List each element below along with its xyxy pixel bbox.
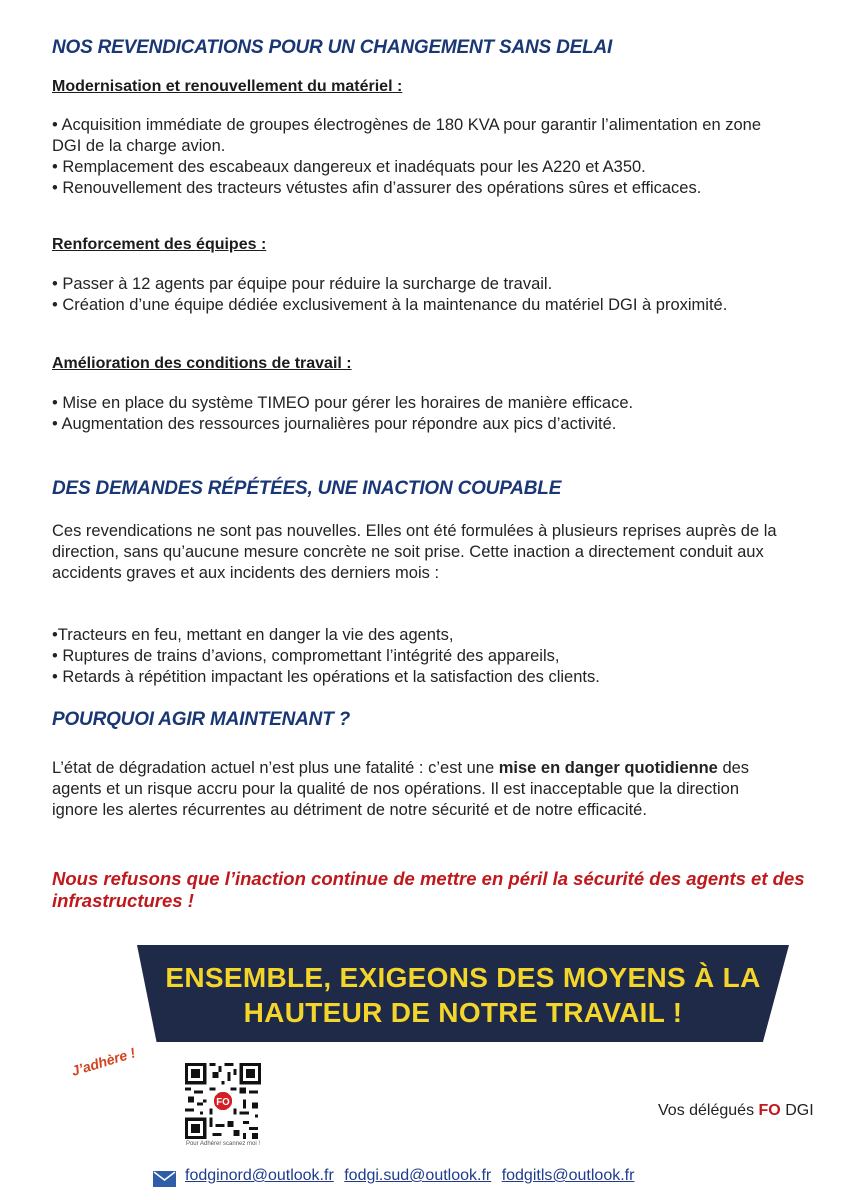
qr-caption: Pour Adhérer scannez moi ! <box>185 1141 261 1147</box>
paragraph-line: ignore les alertes récurrentes au détriment de notre sécurité et de notre efficacité. <box>52 801 647 819</box>
list-item: • Augmentation des ressources journalières pour répondre aux pics d’activité. <box>52 415 617 433</box>
pourquoi-title: POURQUOI AGIR MAINTENANT ? <box>52 709 351 730</box>
materiel-list <box>52 115 761 199</box>
envelope-icon <box>153 1171 176 1187</box>
banner-text <box>137 960 789 1030</box>
refus-callout <box>52 868 805 912</box>
email-link-tls[interactable]: fodgitls@outlook.fr <box>501 1167 635 1184</box>
demandes-paragraph <box>52 521 777 584</box>
list-item: • Passer à 12 agents par équipe pour réduire la surcharge de travail. <box>52 275 553 293</box>
qr-code[interactable] <box>185 1063 261 1139</box>
list-item: • Remplacement des escabeaux dangereux et inadéquats pour les A220 et A350. <box>52 158 646 176</box>
incidents-list <box>52 625 600 688</box>
email-link-sud[interactable]: fodgi.sud@outlook.fr <box>344 1167 492 1184</box>
fo-label: FO <box>758 1102 781 1119</box>
list-item: •Tracteurs en feu, mettant en danger la vie des agents, <box>52 626 454 644</box>
text-segment: des <box>717 759 750 777</box>
paragraph-line: Ces revendications ne sont pas nouvelles. Elles ont été formulées à plusieurs reprises auprès de la <box>52 522 777 540</box>
list-item: • Ruptures de trains d’avions, compromettant l’intégrité des appareils, <box>52 647 560 665</box>
demandes-title: DES DEMANDES RÉPÉTÉES, UNE INACTION COUPABLE <box>52 478 562 499</box>
banner-line: HAUTEUR DE NOTRE TRAVAIL ! <box>243 997 683 1028</box>
emphasis-text: mise en danger quotidienne <box>498 759 718 777</box>
qr-badge: FO <box>216 1096 230 1108</box>
signature-prefix: Vos délégués <box>658 1102 759 1119</box>
equipes-heading: Renforcement des équipes : <box>52 236 267 253</box>
adhere-label: J’adhère ! <box>69 1044 138 1079</box>
list-item: • Acquisition immédiate de groupes électrogènes de 180 KVA pour garantir l’alimentation en zone <box>52 116 761 134</box>
list-item: • Renouvellement des tracteurs vétustes afin d’assurer des opérations sûres et efficaces. <box>52 179 702 197</box>
main-title: NOS REVENDICATIONS POUR UN CHANGEMENT SANS DELAI <box>52 37 613 58</box>
signature-suffix: DGI <box>780 1102 814 1119</box>
callout-line: Nous refusons que l’inaction continue de mettre en péril la sécurité des agents et des <box>52 868 805 889</box>
paragraph-line <box>52 758 749 779</box>
conditions-list <box>52 393 633 435</box>
conditions-heading: Amélioration des conditions de travail : <box>52 355 352 372</box>
banner-line: ENSEMBLE, EXIGEONS DES MOYENS À LA <box>165 962 761 993</box>
pourquoi-paragraph <box>52 758 749 821</box>
list-item: • Mise en place du système TIMEO pour gérer les horaires de manière efficace. <box>52 394 634 412</box>
paragraph-line: agents et un risque accru pour la qualité de nos opérations. Il est inacceptable que la direction <box>52 780 740 798</box>
paragraph-line: accidents graves et aux incidents des derniers mois : <box>52 564 440 582</box>
email-link-nord[interactable]: fodginord@outlook.fr <box>185 1167 334 1184</box>
callout-line: infrastructures ! <box>52 890 194 911</box>
list-item: • Création d’une équipe dédiée exclusivement à la maintenance du matériel DGI à proximité. <box>52 296 728 314</box>
text-segment: L’état de dégradation actuel n’est plus une fatalité : c’est une <box>52 759 499 777</box>
paragraph-line: direction, sans qu’aucune mesure concrète ne soit prise. Cette inaction a directement conduit aux <box>52 543 764 561</box>
list-item: • Retards à répétition impactant les opérations et la satisfaction des clients. <box>52 668 600 686</box>
materiel-heading: Modernisation et renouvellement du matériel : <box>52 78 403 95</box>
equipes-list <box>52 274 727 316</box>
signature <box>658 1102 814 1120</box>
list-item: DGI de la charge avion. <box>52 137 226 155</box>
contact-emails <box>185 1167 640 1185</box>
